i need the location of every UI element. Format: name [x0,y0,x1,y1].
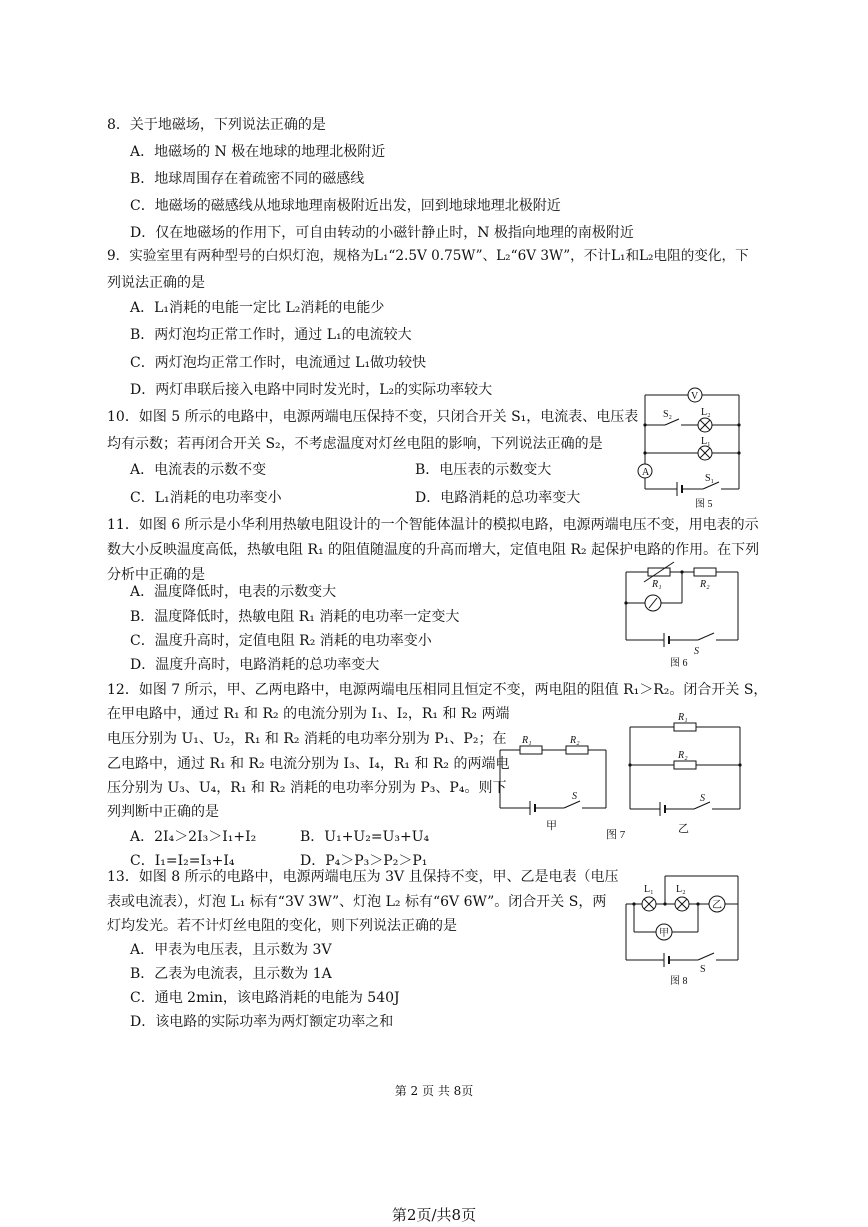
q11-stem-1: 11．如图 6 所示是小华利用热敏电阻设计的一个智能体温计的模拟电路，电源两端电压不变，用电表的示 [107,517,759,533]
q10-stem-1: 10．如图 5 所示的电路中，电源两端电压保持不变，只闭合开关 S₁，电流表、电压表 [107,409,639,425]
q10-option-b: B．电压表的示数变大 [415,462,552,478]
fig8-caption: 图 8 [670,976,688,987]
fig6-r1-label: R₁ [652,579,662,590]
fig7-caption: 图 7 [606,829,626,840]
q10-stem-2: 均有示数；若再闭合开关 S₂，不考虑温度对灯丝电阻的影响，下列说法正确的是 [107,436,603,452]
q11-option-d: D．温度升高时，电路消耗的总功率变大 [130,657,380,673]
fig6-r2-label: R₂ [700,579,710,590]
q13-stem-1: 13．如图 8 所示的电路中，电源两端电压为 3V 且保持不变，甲、乙是电表（电压 [107,869,619,885]
q13-option-c: C．通电 2min，该电路消耗的电能为 540J [130,990,400,1006]
q9-option-c: C．两灯泡均正常工作时，电流通过 L₁做功较快 [130,355,427,371]
q8-option-b: B．地球周围存在着疏密不同的磁感线 [130,171,365,187]
q9-stem-1: 9．实验室里有两种型号的白炽灯泡，规格为L₁“2.5V 0.75W”、L₂“6V 3W”，不计L₁和L₂电阻的变化，下 [107,248,749,264]
q12-stem-1: 12．如图 7 所示，甲、乙两电路中，电源两端电压相同且恒定不变，两电阻的阻值 R₁＞R₂。闭合开关 S， [107,682,768,698]
fig7-yi-r1-label: R₁ [678,712,688,723]
figure-7-circuits [498,705,748,840]
fig7-jia-r2-label: R₂ [570,735,580,746]
q10-option-a: A．电流表的示数不变 [130,462,267,478]
q13-stem-2: 表或电流表），灯泡 L₁ 标有“3V 3W”、灯泡 L₂ 标有“6V 6W”。闭合开关 S，两 [107,894,607,910]
fig5-s2-label: S₂ [663,409,673,420]
fig8-s-label: S [700,964,706,975]
q11-option-b: B．温度降低时，热敏电阻 R₁ 消耗的电功率一定变大 [130,609,460,625]
q10-option-d: D．电路消耗的总功率变大 [415,490,581,506]
q8-option-a: A．地磁场的 N 极在地球的地理北极附近 [130,144,386,160]
q9-option-a: A．L₁消耗的电能一定比 L₂消耗的电能少 [130,300,385,316]
fig8-l1-label: L₁ [644,884,654,895]
fig8-jia-meter-label: 甲 [659,928,669,939]
q12-stem-6: 列判断中正确的是 [107,804,219,820]
fig7-yi-label: 乙 [678,823,689,835]
fig5-l1-label: L₁ [701,436,711,447]
q13-option-b: B．乙表为电流表，且示数为 1A [130,966,332,982]
figure-8-circuit [620,868,746,988]
page-footer: 第 2 页 共 8页 [394,1084,474,1098]
page-footer-count: 第2页/共8页 [391,1206,477,1224]
q11-stem-2: 数大小反映温度高低，热敏电阻 R₁ 的阻值随温度的升高而增大，定值电阻 R₂ 起保护电路的作用。在下列 [107,542,760,558]
q9-stem-2: 列说法正确的是 [107,275,205,291]
fig5-s1-label: S₁ [705,473,715,484]
fig7-jia-s-label: S [572,791,577,802]
fig7-jia-label: 甲 [546,820,557,832]
figure-5-circuit [635,383,747,511]
fig7-jia-r1-label: R₁ [522,735,532,746]
fig7-yi-s-label: S [700,793,705,804]
q8-option-d: D．仅在地磁场的作用下，可自由转动的小磁针静止时，N 极指向地理的南极附近 [130,225,634,241]
fig5-ammeter-label: A [642,467,650,478]
q12-stem-4: 乙电路中，通过 R₁ 和 R₂ 电流分别为 I₃、I₄，R₁ 和 R₂ 的两端电 [107,756,510,772]
q8-stem: 8．关于地磁场，下列说法正确的是 [107,117,326,133]
q12-option-b: B．U₁+U₂=U₃+U₄ [300,829,430,845]
fig7-yi-r2-label: R₂ [678,750,688,761]
fig5-l2-label: L₂ [701,407,711,418]
q12-option-d: D．P₄＞P₃＞P₂＞P₁ [300,853,428,869]
q10-option-c: C．L₁消耗的电功率变小 [130,490,282,506]
q12-stem-5: 压分别为 U₃、U₄，R₁ 和 R₂ 消耗的电功率分别为 P₃、P₄。则下 [107,780,507,796]
q13-stem-3: 灯均发光。若不计灯丝电阻的变化，则下列说法正确的是 [107,918,457,934]
q9-option-d: D．两灯串联后接入电路中同时发光时，L₂的实际功率较大 [130,382,493,398]
figure-6-circuit [620,560,745,670]
q12-option-a: A．2I₄＞2I₃＞I₁+I₂ [130,829,257,845]
fig6-caption: 图 6 [670,658,688,669]
q12-stem-3: 电压分别为 U₁、U₂，R₁ 和 R₂ 消耗的电功率分别为 P₁、P₂；在 [107,731,507,747]
q12-option-c: C．I₁=I₂=I₃+I₄ [130,853,235,869]
q11-option-c: C．温度升高时，定值电阻 R₂ 消耗的电功率变小 [130,633,432,649]
fig8-l2-label: L₂ [676,884,686,895]
fig5-caption: 图 5 [695,499,713,510]
fig6-s-label: S [694,646,699,657]
q11-option-a: A．温度降低时，电表的示数变大 [130,584,337,600]
fig8-yi-meter-label: 乙 [712,900,722,911]
q8-option-c: C．地磁场的磁感线从地球地理南极附近出发，回到地球地理北极附近 [130,198,561,214]
q9-option-b: B．两灯泡均正常工作时，通过 L₁的电流较大 [130,327,412,343]
q11-stem-3: 分析中正确的是 [107,567,205,583]
q12-stem-2: 在甲电路中，通过 R₁ 和 R₂ 的电流分别为 I₁、I₂，R₁ 和 R₂ 两端 [107,706,510,722]
fig5-voltmeter-label: V [691,391,699,402]
q13-option-d: D．该电路的实际功率为两灯额定功率之和 [130,1014,394,1030]
q13-option-a: A．甲表为电压表，且示数为 3V [130,942,332,958]
